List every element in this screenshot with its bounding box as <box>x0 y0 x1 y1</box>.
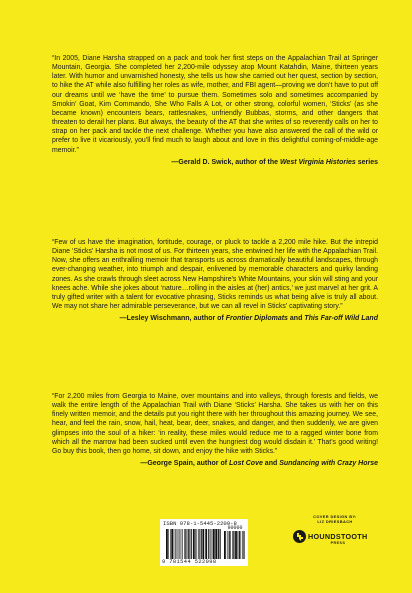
attribution-work2: Sundancing with Crazy Horse <box>279 460 378 468</box>
attribution-prefix: —George Spain, author of <box>140 460 230 468</box>
isbn-text: ISBN 978-1-5445-2209-8 <box>163 520 237 527</box>
blurb-attribution <box>52 314 378 323</box>
ean-number: 9 781544 522098 <box>162 559 217 565</box>
publisher-name: HOUNDSTOOTH <box>308 532 368 541</box>
blurb-spain <box>52 392 378 468</box>
blurb-text: “In 2005, Diane Harsha strapped on a pack and took her first steps on the Appalachian Trail at Springer Mountain, Georgia. She completed her 2,200-mile odyssey atop Mount Katahdin, Maine, thirteen years later. With humor and unvarnished honesty, she tells us how she carried out her quest, section by section, to hike the AT while also fulfilling her roles as wife, mother, and FBI agent—proving we don’t have to put off our dreams until we ‘have the time’ to pursue them. Sometimes solo and sometimes accompanied by Smokin’ Goat, Kim Commando, She Who Falls A Lot, or other strong, colorful women, ‘Sticks’ (as she became known) encounters bears, rattlesnakes, unfriendly Bubbas, storms, and other dangers that threaten to derail her plans. But always, the beauty of the AT that she writes of so reverently calls on her to strap on her pack and tackle the next challenge. Whether you have also answered the call of the wild or prefer to live it vicariously, you’ll find much to laugh about and love in this delightful coming-of-middle-age memoir.” <box>52 55 378 154</box>
blurb-attribution <box>52 158 378 167</box>
blurb-text: “Few of us have the imagination, fortitude, courage, or pluck to tackle a 2,200 mile hike. But the intrepid Diane ‘Sticks’ Harsha is not most of us. For thirteen years, she entwined her life with the Appalachian Trail. Now, she offers an enthralling memoir that transports us across dramatically beautiful landscapes, through ever-changing weather, into triumph and despair, enlivened by memorable characters and quirky landing zones. As she crawls through sleet across New Hampshire’s White Mountains, your skin will sting and your knees ache. While she jokes about ‘nature…rolling in the aisles at (her) antics,’ we just marvel at her grit. A truly gifted writer with a talent for evocative phrasing, Sticks reminds us what being alive is truly all about. We may not share her admirable perseverance, but we can all revel in Sticks’ captivating story.” <box>52 239 378 311</box>
attribution-work: Lost Cove <box>229 460 263 468</box>
attribution-mid: and <box>287 315 305 323</box>
cover-designer-name: LIZ DRIESBACH <box>317 519 353 524</box>
attribution-prefix: —Gerald D. Swick, author of the <box>171 158 280 166</box>
attribution-work2: This Far-off Wild Land <box>304 315 378 323</box>
attribution-mid: and <box>262 460 280 468</box>
price-code: 90000 <box>227 525 243 531</box>
isbn-barcode <box>160 519 248 566</box>
attribution-suffix: series <box>355 158 378 166</box>
blurb-swick <box>52 54 378 167</box>
publisher-logo <box>291 530 381 550</box>
attribution-prefix: —Lesley Wischmann, author of <box>119 315 226 323</box>
cover-design-credit <box>300 514 370 524</box>
houndstooth-pattern-icon <box>293 530 306 543</box>
attribution-work: West Virginia Histories <box>279 158 356 166</box>
blurb-attribution <box>52 459 378 468</box>
blurb-wischmann <box>52 238 378 323</box>
publisher-imprint: PRESS <box>330 541 346 545</box>
cover-design-label: COVER DESIGN BY: <box>313 514 357 519</box>
supplement-barcode-bars <box>224 531 246 559</box>
attribution-work: Frontier Diplomats <box>225 315 288 323</box>
blurb-text: “For 2,200 miles from Georgia to Maine, over mountains and into valleys, through forests and fields, we walk the entire length of the Appalachian Trail with Diane ‘Sticks’ Harsha. She takes us with her on this finely written memoir, and the details put you right there with her throughout this amazing journey. We see, hear, and feel the rain, snow, hail, heat, bear, deer, snakes, and danger, and then suddenly, we are given glimpses into the soul of a hiker: ‘in reality, these miles would reduce me to a ragged winter bone from which all the marrow had been sucked until even the hungriest dog would disdain it.’ That’s good writing! Go buy this book, then go home, sit down, and enjoy the hike with Sticks.” <box>52 393 378 455</box>
houndstooth-icon <box>293 530 306 543</box>
ean-barcode-bars <box>166 529 222 559</box>
